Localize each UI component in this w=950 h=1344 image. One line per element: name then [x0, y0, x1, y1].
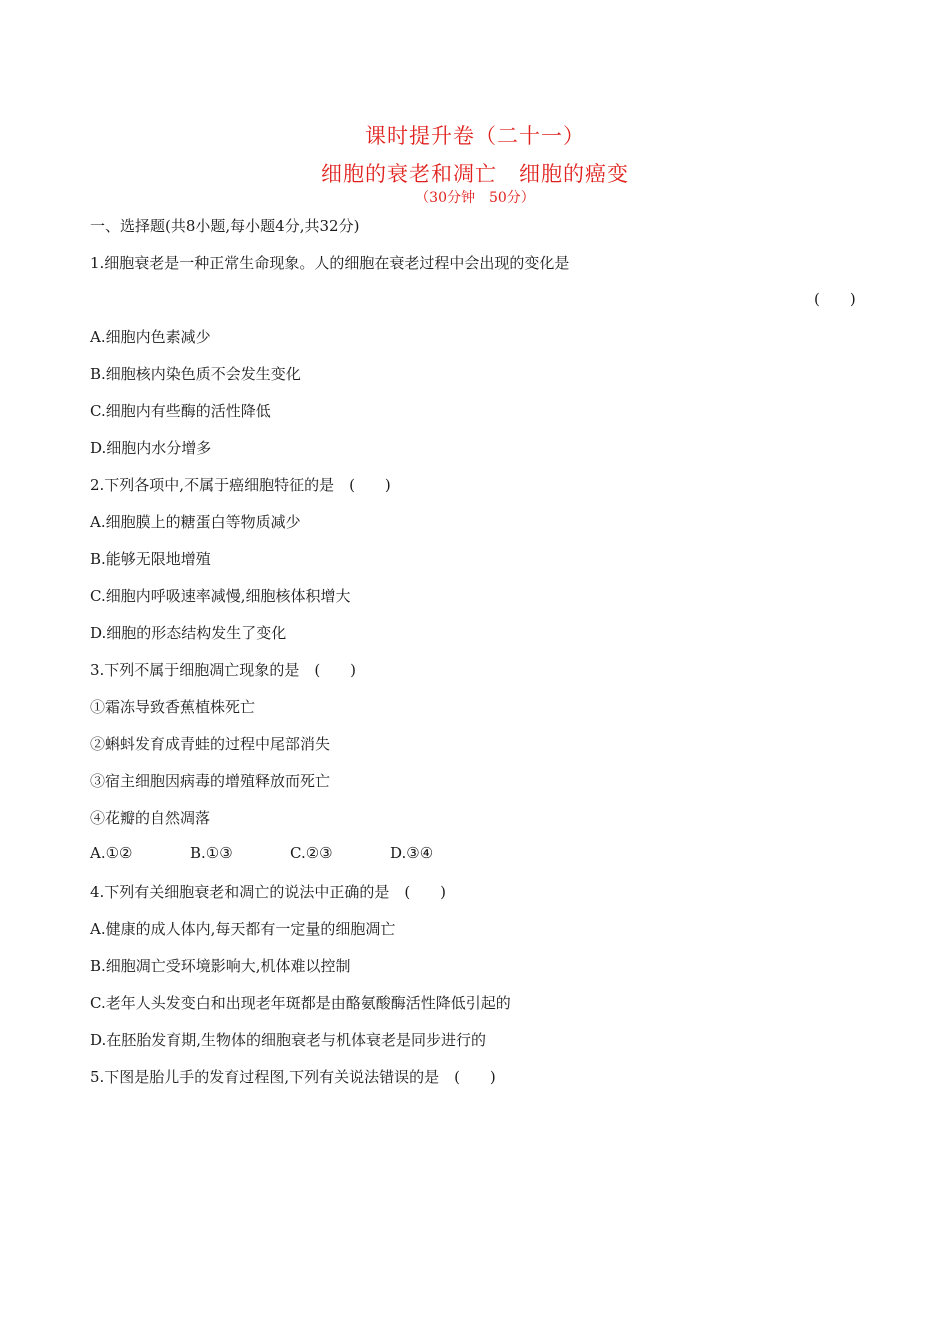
q3-item-4: ④花瓣的自然凋落: [90, 809, 211, 827]
time-score-note: （30分钟 50分）: [415, 190, 535, 206]
q2-option-c: C.细胞内呼吸速率减慢,细胞核体积增大: [90, 587, 351, 605]
q3-stem: 3.下列不属于细胞凋亡现象的是 ( ): [90, 661, 357, 679]
section-heading: 一、选择题(共8小题,每小题4分,共32分): [90, 217, 360, 235]
q4-stem: 4.下列有关细胞衰老和凋亡的说法中正确的是 ( ): [90, 883, 447, 901]
q1-option-a: A.细胞内色素减少: [90, 328, 211, 346]
q2-option-b: B.能够无限地增殖: [90, 550, 211, 568]
q4-option-b: B.细胞凋亡受环境影响大,机体难以控制: [90, 957, 351, 975]
q3-option-c: C.②③: [290, 844, 333, 862]
q2-option-a: A.细胞膜上的糖蛋白等物质减少: [90, 513, 301, 531]
q1-answer-blank: ( ): [814, 290, 856, 308]
q1-option-d: D.细胞内水分增多: [90, 439, 212, 457]
q4-option-d: D.在胚胎发育期,生物体的细胞衰老与机体衰老是同步进行的: [90, 1031, 487, 1049]
q3-item-3: ③宿主细胞因病毒的增殖释放而死亡: [90, 772, 331, 790]
q3-option-d: D.③④: [390, 844, 434, 862]
q3-options: [90, 844, 433, 862]
q1-option-b: B.细胞核内染色质不会发生变化: [90, 365, 301, 383]
q4-option-a: A.健康的成人体内,每天都有一定量的细胞凋亡: [90, 920, 396, 938]
q4-option-c: C.老年人头发变白和出现老年斑都是由酪氨酸酶活性降低引起的: [90, 994, 511, 1012]
q1-stem: 1.细胞衰老是一种正常生命现象。人的细胞在衰老过程中会出现的变化是: [90, 254, 570, 272]
q1-option-c: C.细胞内有些酶的活性降低: [90, 402, 271, 420]
q2-option-d: D.细胞的形态结构发生了变化: [90, 624, 287, 642]
q3-option-b: B.①③: [190, 844, 233, 862]
q5-stem: 5.下图是胎儿手的发育过程图,下列有关说法错误的是 ( ): [90, 1068, 496, 1086]
q3-option-a: A.①②: [90, 844, 133, 862]
worksheet-subtitle: 细胞的衰老和凋亡 细胞的癌变: [321, 162, 629, 186]
worksheet-title: 课时提升卷（二十一）: [365, 124, 585, 148]
q3-item-2: ②蝌蚪发育成青蛙的过程中尾部消失: [90, 735, 331, 753]
q2-stem: 2.下列各项中,不属于癌细胞特征的是 ( ): [90, 476, 391, 494]
q3-item-1: ①霜冻导致香蕉植株死亡: [90, 698, 256, 716]
